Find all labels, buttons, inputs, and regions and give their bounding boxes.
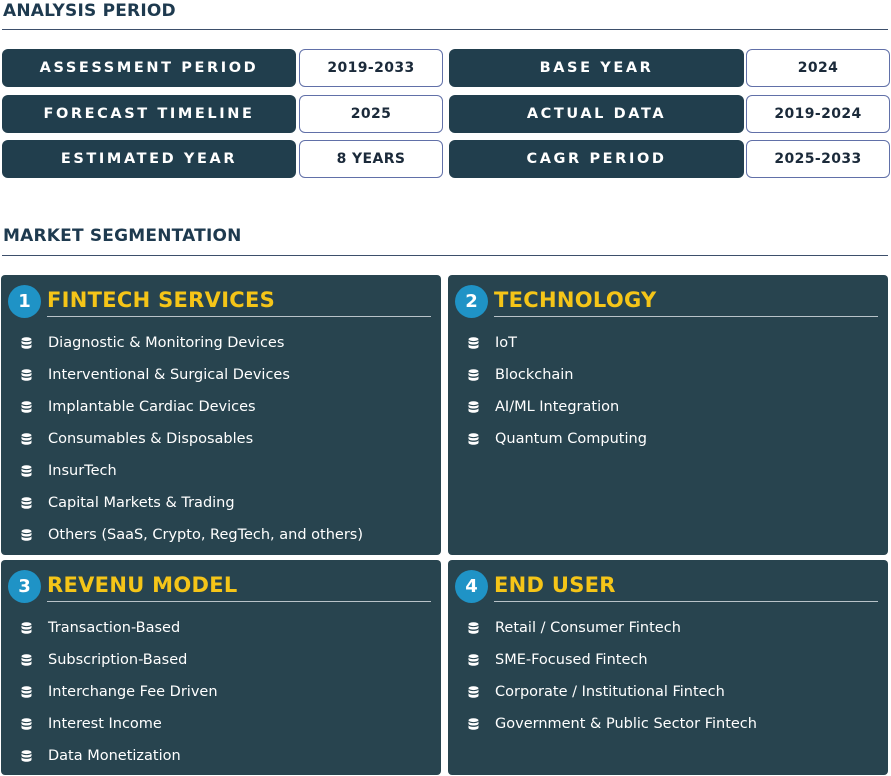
list-item	[468, 327, 647, 359]
database-icon	[468, 401, 479, 414]
database-icon	[21, 686, 32, 699]
database-icon	[21, 750, 32, 763]
list-item	[468, 644, 757, 676]
cagr-period-value: 2025-2033	[746, 140, 890, 178]
database-icon	[21, 654, 32, 667]
segment-item-list	[468, 612, 757, 740]
list-item	[21, 740, 218, 772]
list-item	[468, 391, 647, 423]
list-item	[21, 612, 218, 644]
database-icon	[468, 718, 479, 731]
list-item	[21, 391, 363, 423]
segment-number-badge: 4	[455, 570, 488, 603]
list-item-label: Transaction-Based	[48, 620, 181, 636]
list-item-label: Interest Income	[48, 716, 162, 732]
list-item	[21, 359, 363, 391]
assessment-period-label: ASSESSMENT PERIOD	[2, 49, 296, 87]
list-item-label: AI/ML Integration	[495, 399, 620, 415]
analysis-period-divider	[2, 29, 888, 30]
list-item-label: Diagnostic & Monitoring Devices	[48, 335, 285, 351]
database-icon	[21, 369, 32, 382]
list-item	[468, 423, 647, 455]
list-item	[468, 359, 647, 391]
database-icon	[468, 337, 479, 350]
segment-item-list	[468, 327, 647, 455]
list-item-label: Retail / Consumer Fintech	[495, 620, 681, 636]
segment-panel-end-user	[448, 560, 888, 775]
segment-number-badge: 2	[455, 285, 488, 318]
database-icon	[21, 337, 32, 350]
estimated-year-label: ESTIMATED YEAR	[2, 140, 296, 178]
database-icon	[468, 686, 479, 699]
list-item	[21, 327, 363, 359]
segment-title: END USER	[494, 573, 616, 597]
list-item	[21, 676, 218, 708]
database-icon	[21, 401, 32, 414]
list-item-label: Capital Markets & Trading	[48, 495, 235, 511]
list-item-label: Others (SaaS, Crypto, RegTech, and others)	[48, 527, 364, 543]
actual-data-label: ACTUAL DATA	[449, 95, 744, 133]
segment-title-underline	[494, 601, 878, 602]
database-icon	[468, 654, 479, 667]
segment-panel-technology	[448, 275, 888, 555]
segment-title-underline	[47, 316, 431, 317]
list-item-label: Data Monetization	[48, 748, 181, 764]
list-item	[468, 676, 757, 708]
database-icon	[468, 369, 479, 382]
forecast-timeline-value: 2025	[299, 95, 443, 133]
list-item-label: InsurTech	[48, 463, 117, 479]
list-item-label: Blockchain	[495, 367, 574, 383]
database-icon	[468, 433, 479, 446]
list-item-label: Consumables & Disposables	[48, 431, 254, 447]
database-icon	[21, 529, 32, 542]
segment-panel-revenue-model	[1, 560, 441, 775]
list-item-label: SME-Focused Fintech	[495, 652, 648, 668]
list-item-label: Subscription-Based	[48, 652, 188, 668]
segment-title: FINTECH SERVICES	[47, 288, 276, 312]
list-item	[21, 644, 218, 676]
list-item	[468, 612, 757, 644]
list-item-label: Quantum Computing	[495, 431, 647, 447]
analysis-period-title: ANALYSIS PERIOD	[3, 1, 176, 21]
segment-title: TECHNOLOGY	[494, 288, 657, 312]
assessment-period-value: 2019-2033	[299, 49, 443, 87]
database-icon	[468, 622, 479, 635]
list-item-label: Government & Public Sector Fintech	[495, 716, 757, 732]
list-item-label: Implantable Cardiac Devices	[48, 399, 256, 415]
list-item	[21, 708, 218, 740]
base-year-value: 2024	[746, 49, 890, 87]
list-item-label: Interventional & Surgical Devices	[48, 367, 290, 383]
segment-item-list	[21, 327, 363, 551]
database-icon	[21, 718, 32, 731]
list-item	[468, 708, 757, 740]
list-item	[21, 455, 363, 487]
database-icon	[21, 622, 32, 635]
database-icon	[21, 465, 32, 478]
segment-title-underline	[47, 601, 431, 602]
list-item-label: Corporate / Institutional Fintech	[495, 684, 725, 700]
segment-title-underline	[494, 316, 878, 317]
market-segmentation-title: MARKET SEGMENTATION	[3, 226, 242, 246]
segment-number-badge: 3	[8, 570, 41, 603]
list-item-label: IoT	[495, 335, 518, 351]
database-icon	[21, 497, 32, 510]
list-item	[21, 423, 363, 455]
base-year-label: BASE YEAR	[449, 49, 744, 87]
segment-title: REVENU MODEL	[47, 573, 238, 597]
list-item	[21, 519, 363, 551]
actual-data-value: 2019-2024	[746, 95, 890, 133]
segment-item-list	[21, 612, 218, 772]
segment-panel-fintech-services	[1, 275, 441, 555]
forecast-timeline-label: FORECAST TIMELINE	[2, 95, 296, 133]
list-item-label: Interchange Fee Driven	[48, 684, 218, 700]
market-segmentation-divider	[2, 255, 888, 256]
list-item	[21, 487, 363, 519]
cagr-period-label: CAGR PERIOD	[449, 140, 744, 178]
segment-number-badge: 1	[8, 285, 41, 318]
database-icon	[21, 433, 32, 446]
estimated-year-value: 8 YEARS	[299, 140, 443, 178]
